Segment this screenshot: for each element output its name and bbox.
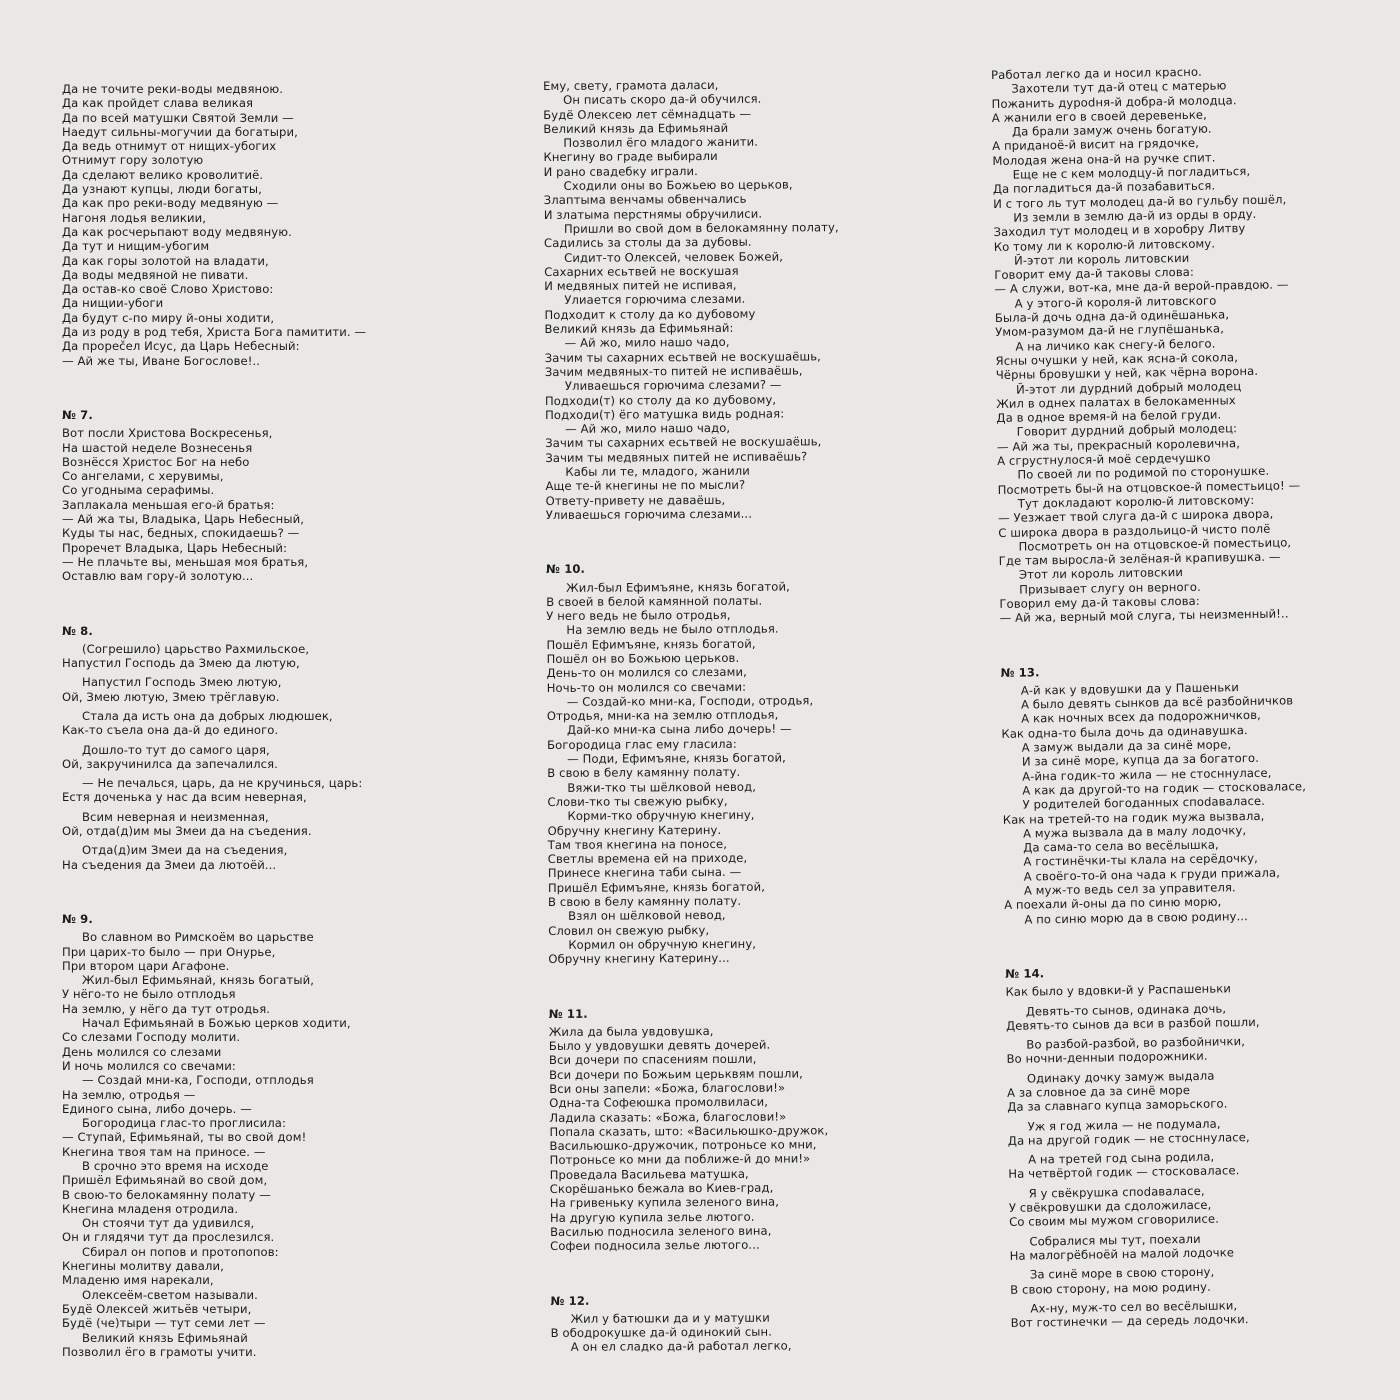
verse-line: Зачим ты медвяных питей не испиваёшь? xyxy=(545,449,808,465)
verse-line: Жил в однех палатах в белокаменных xyxy=(996,393,1236,411)
verse-line: Ко тому ли к королю-й литовскому. xyxy=(993,236,1216,254)
verse-line: И златыма перстнямы обручилиси. xyxy=(543,206,763,222)
verse-line: Кнегину во граде выбирали xyxy=(543,149,718,165)
song-continuation xyxy=(62,82,462,368)
verse-line: На землю ведь не было отплодья. xyxy=(566,621,779,638)
verse-line: Во ночни-денныи подорожники. xyxy=(1006,1049,1208,1067)
verse-line: Пришёл Ефимьянай во свой дом, xyxy=(62,1173,268,1188)
verse-line: Девять-то сынов да вси в разбой пошли, xyxy=(1005,1014,1260,1033)
verse-line: Естя доченька у нас да всим неверная, xyxy=(62,790,307,805)
verse-line: Словил он свежую рыбку, xyxy=(548,922,710,938)
verse-line: — Ай жа ты, прекрасный королевична, xyxy=(996,435,1241,454)
verse-line: Пришёл Ефимъяне, князь богатой, xyxy=(547,879,766,895)
verse-line: Ой, Змею лютую, Змею трёглавую. xyxy=(62,689,280,704)
section-number: № 9. xyxy=(62,911,93,926)
verse-line: В ободрокушке да-й одинокий сын. xyxy=(550,1324,773,1341)
verse-line: Сахарних есьтвей не воскушая xyxy=(544,263,739,279)
verse-line: Вси дочери по спасениям пошли, xyxy=(548,1052,757,1068)
verse-line: Великий князь Ефимьянай xyxy=(82,1330,248,1345)
verse-line: Заплакала меньшая его-й братья: xyxy=(62,497,275,512)
verse-line: Кабы ли те, младого, жанили xyxy=(565,463,750,479)
section-number: № 11. xyxy=(548,1006,588,1021)
verse-line: Обручну кнегину Катерину. xyxy=(547,822,722,838)
verse-line: Жил-был Ефимъяне, князь богатой, xyxy=(566,579,790,595)
verse-line: Было у увдовушки девять дочерей. xyxy=(548,1037,771,1054)
verse-line: Уж я год жила — не подумала, xyxy=(1027,1116,1221,1134)
verse-line: А-йна годик-то жила — не стосннуласе, xyxy=(1022,765,1272,784)
verse-line: — Поди, Ефимъяне, князь богатой, xyxy=(567,750,786,766)
verse-line: Сбирал он попов и протопопов: xyxy=(82,1244,279,1259)
verse-line: Великий князь да Ефимьянай xyxy=(543,120,729,136)
verse-line: — Не плачьте вы, меньшая моя братья, xyxy=(62,554,309,569)
verse-line: Наедут сильны-могучии да богатыри, xyxy=(62,124,298,139)
verse-line: День молился со слезами xyxy=(62,1044,222,1059)
verse-line: Подходи(т) ко столу да ко дубовому, xyxy=(544,392,777,408)
verse-line: Проречет Владыка, Царь Небесный: xyxy=(62,540,288,555)
verse-line: Работал легко да и носил красно. xyxy=(991,64,1203,82)
verse-line: Аще те-й кнегины не по мысли? xyxy=(545,478,746,494)
verse-line: А сгрустнулося-й моё сердечушко xyxy=(997,450,1211,468)
verse-line: День-то он молился со слезами, xyxy=(546,665,747,681)
verse-line: И с того ль тут молодец да-й во гульбу пошёл, xyxy=(993,192,1287,211)
verse-line: Дошло-то тут до самого царя, xyxy=(82,742,270,757)
song-continuation xyxy=(543,76,976,522)
verse-line: Стала да исть она да добрых людюшек, xyxy=(82,708,333,723)
verse-line: Ночь-то он молился со свечами: xyxy=(546,679,747,695)
verse-line: А муж-то ведь сел за управителя. xyxy=(1023,880,1236,898)
verse-line: На съедения да Змеи да лютоёй... xyxy=(62,857,277,872)
verse-line: Как на третей-то на годик мужа вызвала, xyxy=(1002,808,1265,827)
verse-line: А на третей год сына родила, xyxy=(1028,1149,1215,1167)
verse-line: Великий князь да Ефимьянай: xyxy=(544,320,734,337)
verse-line: У родителей богоданных спodаваласе. xyxy=(1022,794,1266,812)
verse-line: Во разбой-разбой, во разбойнички, xyxy=(1026,1034,1246,1052)
verse-line: Со угодныма серафимы. xyxy=(62,483,215,498)
verse-line: Ясны очушки у ней, как ясна-й сокола, xyxy=(995,350,1239,368)
verse-line: Да за славнаго купца заморьского. xyxy=(1007,1096,1228,1115)
verse-line: Жила да была увдовушка, xyxy=(548,1023,714,1039)
verse-line: Начал Ефимьянай в Божью церков ходити, xyxy=(82,1016,351,1031)
verse-line: На малогрёбноёй на малой лодочке xyxy=(1009,1245,1235,1263)
verse-line: А было девять сынков да всё разбойничков xyxy=(1020,693,1294,712)
verse-line: У свёкровушки да сдоложиласе, xyxy=(1008,1197,1212,1215)
verse-line: Одна-та Софеюшка промолвиласи, xyxy=(549,1094,769,1111)
verse-line: Оставлю вам гору-й золотую... xyxy=(62,569,254,584)
song-section xyxy=(550,1291,980,1355)
verse-line: Посмотреть бы-й на отцовское-й поместьицо! — xyxy=(997,477,1301,497)
verse-line: Позволил ёго в грамоты учити. xyxy=(62,1344,257,1359)
verse-line: Да на другой годик — не стосннуласе, xyxy=(1007,1129,1250,1148)
section-number: № 8. xyxy=(62,623,93,638)
verse-line: Да остав-ко своё Слово Христово: xyxy=(62,282,274,297)
verse-line: А по синю морю да в свою родину... xyxy=(1024,908,1248,927)
verse-line: А он ел сладко да-й работал легко, xyxy=(570,1338,792,1355)
verse-line: А за словное да за синё море xyxy=(1006,1083,1191,1100)
verse-line: Вот гостинечки — да середь лодочки. xyxy=(1010,1312,1249,1331)
verse-line: В свою сторону, на мою родину. xyxy=(1010,1279,1211,1297)
text-column-middle xyxy=(543,76,981,1354)
verse-line: Да брали замуж очень богатую. xyxy=(1011,121,1212,139)
verse-line: Да воды медвяной не пивати. xyxy=(62,267,249,282)
verse-line: А как да другой-то на годик — стосковаласе, xyxy=(1022,779,1307,798)
verse-line: А своёго-то-й она чада к груди прижала, xyxy=(1023,865,1281,884)
verse-line: Принесе кнегина таби сына. — xyxy=(547,865,742,881)
text-column-left xyxy=(62,82,462,1359)
verse-line: — Ступай, Ефимьянай, ты во свой дом! xyxy=(62,1130,307,1145)
song-section xyxy=(62,408,462,584)
verse-line: Из земли в землю да-й из орды в орду. xyxy=(1013,206,1257,225)
verse-line: А замуж выдали да за синё море, xyxy=(1021,737,1232,755)
verse-line: Зачим медвяных-то питей не испиваёшь, xyxy=(544,363,803,379)
verse-line: Ой, закручинилса да запечалился. xyxy=(62,756,278,771)
verse-line: С широка двора в раздольицо-й чисто полё xyxy=(998,521,1271,540)
verse-line: А мужа вызвала да в малу лодочку, xyxy=(1022,822,1247,841)
verse-line: Дай-ко мни-ка сына либо дочерь! — xyxy=(566,721,792,738)
verse-line: Младеню имя нарекали, xyxy=(62,1273,214,1288)
verse-line: Садились за столы да за дубовы. xyxy=(543,234,752,251)
verse-line: А приданоё-й висит на грядочке, xyxy=(992,136,1200,154)
verse-line: При втором цари Агафоне. xyxy=(62,958,230,973)
text-column-right xyxy=(991,62,1400,1331)
verse-line: Василью подносила зеленого вина, xyxy=(550,1223,772,1239)
verse-line: Вси дочери по Божьим церьквям пошли, xyxy=(549,1066,803,1082)
song-section xyxy=(546,560,978,967)
verse-line: Вот посли Христова Воскресенья, xyxy=(62,426,273,441)
verse-line: Напустил Господь да Змею да лютую, xyxy=(62,656,300,671)
verse-line: Говорит дурдний добрый молодец: xyxy=(1016,421,1238,440)
section-number: № 12. xyxy=(550,1293,590,1308)
verse-line: Позволил ёго младого жанити. xyxy=(563,134,759,151)
verse-line: За синё море в свою сторону, xyxy=(1029,1264,1215,1282)
verse-line: У нёго-то не было отплодья xyxy=(62,987,236,1002)
verse-line: Во славном во Римскоём во царьстве xyxy=(82,930,314,945)
verse-line: — Не печалься, царь, да не кручинься, царь: xyxy=(82,776,363,791)
verse-line: Зачим ты сахарних есьтвей не воскушаёшь, xyxy=(544,348,821,365)
verse-line: А-й как у вдовушки да у Пашеньки xyxy=(1020,680,1240,698)
verse-line: На гривеньку купила зеленого вина, xyxy=(549,1194,780,1211)
section-number: № 7. xyxy=(62,407,93,422)
verse-line: — Создай-ко мни-ка, Господи, отродья, xyxy=(566,693,814,709)
song-section xyxy=(62,624,462,872)
verse-line: — Ай жа, верный мой слуга, ты неизменный!.. xyxy=(999,606,1289,626)
verse-line: Я у свёкрушка спodаваласе, xyxy=(1028,1183,1205,1201)
verse-line: Он писать скоро да-й обучился. xyxy=(563,91,762,108)
verse-line: — Уезжает твой слуга да-й с широка двора, xyxy=(997,506,1274,526)
verse-line: Призывает слугу он верного. xyxy=(1019,579,1201,597)
verse-line: Ответу-привету не даваёшь, xyxy=(545,492,726,508)
verse-line: А на личико как снегу-й белого. xyxy=(1015,336,1216,354)
verse-line: Богородица глас-то проглисила: xyxy=(82,1116,287,1131)
verse-line: Улиается горючима слезами. xyxy=(564,292,746,308)
verse-line: Чёрны бровушки у ней, как чёрна ворона. xyxy=(995,364,1259,383)
verse-line: Ой, отда(д)им мы Змеи да на съедения. xyxy=(62,824,312,839)
verse-line: Й-этот ли дурдний добрый молодец xyxy=(1015,378,1242,397)
verse-line: Напустил Господь Змею лютую, xyxy=(82,675,282,690)
verse-line: Заходил тут молодец и в хоробру Литву xyxy=(993,221,1246,240)
verse-line: — Ай жа ты, Владыка, Царь Небесный, xyxy=(62,512,305,527)
verse-line: Да сама-то села во весёлышка, xyxy=(1023,837,1219,855)
verse-line: Да как горы золотой на владати, xyxy=(62,253,269,268)
verse-line: Злаптыма венчамы обвенчались xyxy=(543,192,747,208)
verse-line: Со своим мы мужом сговорилисе. xyxy=(1009,1211,1220,1230)
verse-line: Богородица глас ему гласила: xyxy=(547,736,737,752)
verse-line: Уливаешься горючима слезами... xyxy=(545,506,753,522)
verse-line: Будё Олексей житьёв четыри, xyxy=(62,1301,252,1316)
verse-line: Вознёсся Христос Бог на небо xyxy=(62,454,250,469)
section-number: № 10. xyxy=(545,561,586,577)
verse-line: На другую купила зелье лютого. xyxy=(549,1209,755,1225)
verse-line: Отнимут гору золотую xyxy=(62,153,204,168)
verse-line: Попала сказать, што: «Васильюшко-дружок, xyxy=(549,1123,829,1139)
verse-line: И ночь молился со свечами: xyxy=(62,1058,236,1073)
verse-line: Слови-тко ты свежую рыбку, xyxy=(547,793,728,809)
verse-line: Собралися мы тут, поехали xyxy=(1029,1231,1201,1249)
verse-line: В свою в белу камянну полату. xyxy=(547,893,742,910)
verse-line: На землю, у нёго да тут отродья. xyxy=(62,1001,271,1016)
song-section xyxy=(1005,961,1400,1331)
verse-line: Отродья, мни-ка на землю отплодья, xyxy=(546,707,779,724)
verse-line: — Создай мни-ка, Господи, отплодья xyxy=(82,1073,314,1088)
verse-line: Светлы времена ей на приходе, xyxy=(547,850,748,867)
verse-line: Пошёл он во Божьюю церьков. xyxy=(546,650,740,666)
verse-line: А как ночных всех да подорожничков, xyxy=(1021,708,1261,727)
verse-line: Была-й дочь одна да-й одинёшанька, xyxy=(994,307,1230,326)
verse-line: Да по всей матушки Святой Земли — xyxy=(62,110,294,125)
verse-line: Нагоня лодья великии, xyxy=(62,210,207,225)
verse-line: И за синё море, купца да за богатого. xyxy=(1021,751,1260,769)
verse-line: Говорил ему да-й таковы слова: xyxy=(999,593,1200,611)
verse-line: Будё (че)тыри — тут семи лет — xyxy=(62,1316,266,1331)
verse-line: При царих-то было — при Онурье, xyxy=(62,944,276,959)
verse-line: Ему, свету, грамота даласи, xyxy=(543,77,719,93)
song-section xyxy=(549,1004,981,1254)
verse-line: Кнегина младеня отродила. xyxy=(62,1201,239,1216)
verse-line: Да ведь отнимут от нищих-убогих xyxy=(62,139,277,154)
verse-line: Да нищии-убоги xyxy=(62,296,164,311)
verse-line: В свою-то белокамянну полату — xyxy=(62,1187,271,1202)
verse-line: — Ай же ты, Иване Богослове!.. xyxy=(62,353,261,368)
verse-line: А у этого-й короля-й литовского xyxy=(1014,293,1217,311)
verse-line: Да как про реки-воду медвяную — xyxy=(62,196,279,211)
verse-line: Со ангелами, с херувимы, xyxy=(62,469,224,484)
verse-line: — Ай жо, мило нашо чадо, xyxy=(564,335,730,351)
verse-line: Он стоячи тут да удивился, xyxy=(82,1216,255,1231)
verse-line: Да не точите реки-воды медвяною. xyxy=(62,82,284,96)
verse-line: На землю, отродья — xyxy=(62,1087,196,1102)
verse-line: Взял он шёлковой невод, xyxy=(568,908,726,924)
verse-line: Ладила сказать: «Божа, благослови!» xyxy=(549,1109,787,1125)
verse-line: Говорит ему да-й таковы слова: xyxy=(994,264,1195,283)
song-section xyxy=(1000,659,1399,927)
verse-line: Еще не с кем молодцу-й погладиться, xyxy=(1012,164,1251,182)
verse-line: Да как пройдет слава великая xyxy=(62,96,254,111)
verse-line: Подходи(т) ёго матушка видь родная: xyxy=(545,406,785,422)
verse-line: (Согрешило) царьство Рахмильское, xyxy=(82,641,310,656)
verse-line: — Ай жо, мило нашо чадо, xyxy=(565,420,731,436)
song-section xyxy=(62,912,462,1359)
verse-line: Софеи подносила зелье лютого... xyxy=(550,1237,760,1254)
verse-line: Как было у вдовки-й у Распашеньки xyxy=(1005,981,1232,1000)
verse-line: Молодая жена она-й на ручке спит. xyxy=(992,150,1216,168)
verse-line: Проведала Васильева матушка, xyxy=(549,1166,749,1182)
verse-line: Да как росчерьпают воду медвяную. xyxy=(62,224,292,239)
verse-line: Он и глядячи тут да прослезился. xyxy=(62,1230,275,1245)
verse-line: По своей ли по родимой по сторонушке. xyxy=(1017,463,1270,482)
verse-line: Девять-то сынов, одинака дочь, xyxy=(1025,1000,1227,1019)
verse-line: Пожанить дурodня-й добра-й молодца. xyxy=(991,92,1237,111)
verse-line: А жанили его в своей деревеньке, xyxy=(991,107,1208,125)
verse-line: И рано свадебку играли. xyxy=(543,163,698,179)
verse-line: Будё Олексею лет сёмнадцать — xyxy=(543,106,752,122)
verse-line: В своей в белой камянной полаты. xyxy=(546,593,763,609)
verse-line: Да тут и нищим-убогим xyxy=(62,239,210,254)
verse-line: Куды ты нас, бедных, спокидаешь? — xyxy=(62,526,300,541)
verse-line: Пришли во свой дом в белокамянну полату, xyxy=(563,220,839,236)
verse-line: А поехали й-оны да по синю морю, xyxy=(1004,894,1222,913)
verse-line: Одинаку дочку замуж выдала xyxy=(1026,1068,1215,1086)
verse-line: Там твоя кнегина на поносе, xyxy=(547,836,727,852)
verse-line: Где там выросла-й зелёная-й крапивушка. — xyxy=(998,549,1281,569)
verse-line: Жил-был Ефимьянай, князь богатый, xyxy=(82,973,315,988)
verse-line: Этот ли король литовскии xyxy=(1018,565,1184,583)
verse-line: Сидит-то Олексей, человек Божей, xyxy=(564,249,784,265)
verse-line: Подходит к столу да ко дубовому xyxy=(544,306,756,322)
verse-line: Захотели тут да-й отец с матерью xyxy=(1011,78,1227,96)
verse-line: Обручну кнегину Катерину... xyxy=(548,951,730,967)
verse-line: Жил у батюшки да и у матушки xyxy=(570,1310,770,1326)
verse-line: Корми-тко обручную кнегину, xyxy=(567,807,755,824)
verse-line: Вси оны запели: «Божа, благослови!» xyxy=(549,1080,786,1096)
song-continuation xyxy=(991,62,1395,626)
verse-line: Пошёл Ефимъяне, князь богатой, xyxy=(546,636,756,652)
verse-line: Со слезами Господу молити. xyxy=(62,1030,241,1045)
verse-line: Да в одное время-й на белой груди. xyxy=(996,407,1222,426)
verse-line: Й-этот ли король литовскии xyxy=(1013,250,1190,268)
verse-line: Олексеём-светом называли. xyxy=(82,1287,258,1302)
verse-line: Ах-ну, муж-то сел во весёлышки, xyxy=(1030,1298,1238,1316)
verse-line: Кормил он обручную кнегину, xyxy=(568,936,757,952)
verse-line: Скорёшанько бежала во Киев-град, xyxy=(549,1180,774,1197)
verse-line: Кнегина твоя там на приносе. — xyxy=(62,1144,266,1159)
verse-line: Васильюшко-дружочик, потроньсе ко мни, xyxy=(549,1137,817,1154)
verse-line: Сходили оны во Божьею во церьков, xyxy=(563,177,793,193)
verse-line: Отда(д)им Змеи да на съедения, xyxy=(82,843,288,858)
verse-line: Да из роду в род тебя, Христа Бога памитити. — xyxy=(62,325,367,340)
verse-line: Посмотреть он на отцовское-й поместьицо, xyxy=(1018,535,1292,554)
verse-line: Умом-разумом да-й не глупёшанька, xyxy=(995,321,1225,340)
verse-line: Потроньсе ко мни да поближе-й до мни!» xyxy=(549,1151,811,1168)
verse-line: — А служи, вот-ка, мне да-й верой-правдою. — xyxy=(994,277,1289,297)
verse-line: Единого сына, либо дочерь. — xyxy=(62,1101,252,1116)
verse-line: Как одна-то была дочь да одинавушка. xyxy=(1001,722,1248,741)
verse-line: Как-то съела она да-й до единого. xyxy=(62,723,279,738)
verse-line: Да сделают велико кроволитиё. xyxy=(62,167,264,182)
verse-line: Да погладиться да-й позабавиться. xyxy=(992,178,1216,197)
verse-line: Да будут с-по миру й-оны ходити, xyxy=(62,310,275,325)
verse-line: У него ведь не было отродья, xyxy=(546,607,731,624)
verse-line: На четвёртой годик — стосковаласе. xyxy=(1008,1163,1240,1182)
verse-line: Да узнают купцы, люди богаты, xyxy=(62,182,262,197)
verse-line: Кнегины молитву давали, xyxy=(62,1259,224,1274)
verse-line: А гостинёчки-ты клала на серёдочку, xyxy=(1023,851,1258,870)
section-number: № 13. xyxy=(1000,664,1040,680)
verse-line: В срочно это время на исходе xyxy=(82,1159,269,1173)
verse-line: Вяжи-тко ты шёлковой невод, xyxy=(567,779,757,795)
verse-line: Да прореčел Исус, да Царь Небесный: xyxy=(62,339,300,354)
section-number: № 14. xyxy=(1005,966,1045,981)
verse-line: Тут докладают королю-й литовскому: xyxy=(1017,492,1255,511)
verse-line: И медвяных питей не испивая, xyxy=(544,277,737,294)
verse-line: На шастой неделе Вознесенья xyxy=(62,440,253,455)
verse-line: Зачим ты сахарних есьтвей не воскушаёшь, xyxy=(545,434,822,451)
verse-line: В свою в белу камянну полату. xyxy=(547,765,741,781)
verse-line: Уливаешься горючима слезами? — xyxy=(564,377,782,394)
verse-line: Всим неверная и неизменная, xyxy=(82,809,269,824)
